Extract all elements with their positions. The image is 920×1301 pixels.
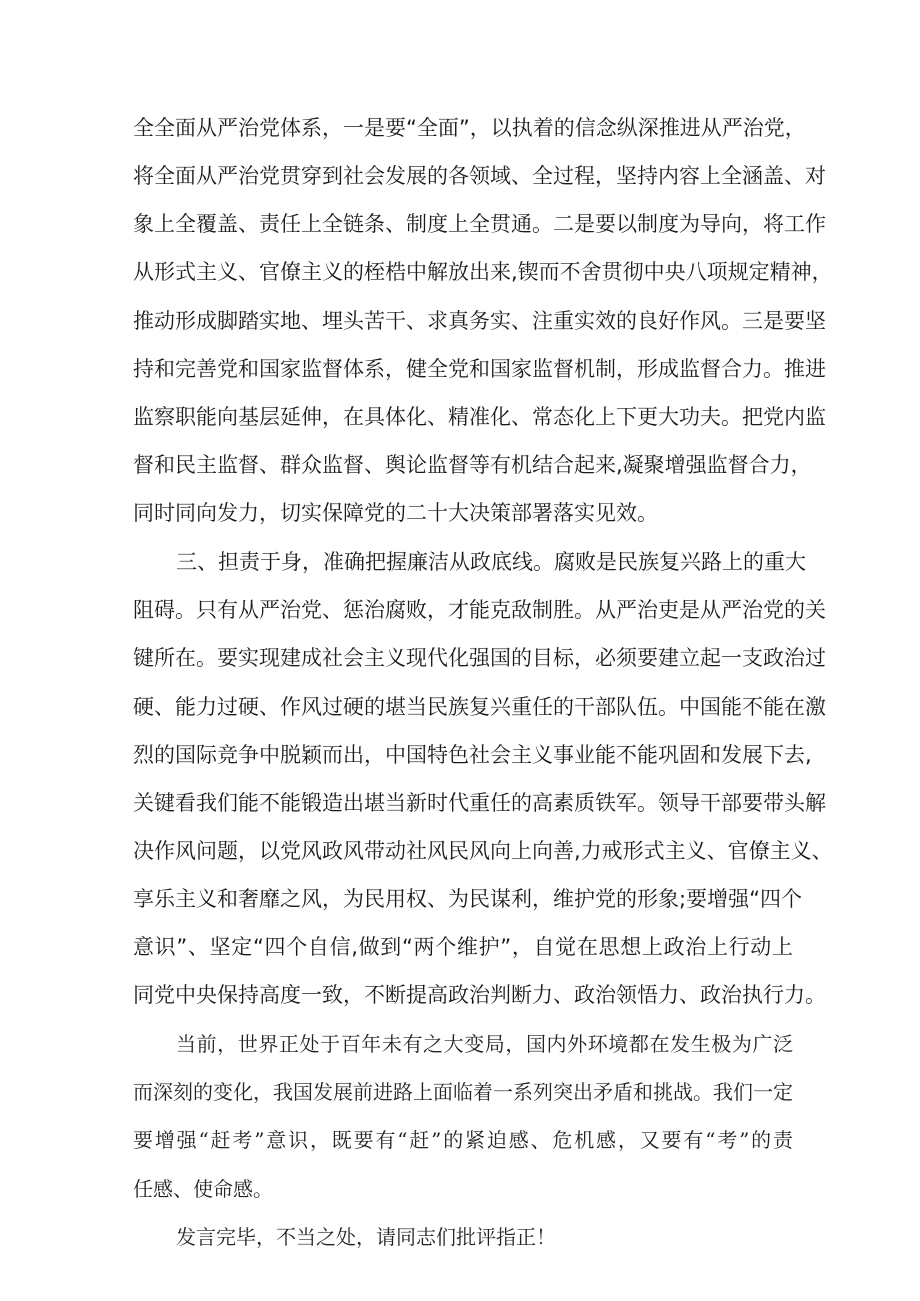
text-line: 任感、使命感。 bbox=[133, 1177, 273, 1201]
text-line: 同时同向发力，切实保障党的二十大决策部署落实见效。 bbox=[133, 501, 658, 525]
text-line: 从形式主义、官僚主义的桎梏中解放出来,锲而不舍贯彻中央八项规定精神， bbox=[133, 260, 833, 284]
text-line: 关键看我们能不能锻造出堪当新时代重任的高素质铁军。领导干部要带头解 bbox=[133, 791, 826, 815]
text-line: 象上全覆盖、责任上全链条、制度上全贯通。二是要以制度为导向，将工作 bbox=[133, 212, 826, 236]
text-line: 而深刻的变化，我国发展前进路上面临着一系列突出矛盾和挑战。我们一定 bbox=[133, 1080, 793, 1104]
text-line: 同党中央保持高度一致，不断提高政治判断力、政治领悟力、政治执行力。 bbox=[133, 983, 826, 1007]
text-line: 键所在。要实现建成社会主义现代化强国的目标，必须要建立起一支政治过 bbox=[133, 646, 826, 670]
text-line: 推动形成脚踏实地、埋头苦干、求真务实、注重实效的良好作风。三是要坚 bbox=[133, 309, 826, 333]
text-line: 硬、能力过硬、作风过硬的堪当民族复兴重任的干部队伍。中国能不能在激 bbox=[133, 695, 826, 719]
text-line: 全全面从严治党体系，一是要“全面”，以执着的信念纵深推进从严治党， bbox=[133, 116, 806, 140]
text-line: 要增强“赶考”意识，既要有“赶”的紧迫感、危机感，又要有“考”的责 bbox=[133, 1128, 793, 1152]
text-line: 烈的国际竞争中脱颖而出，中国特色社会主义事业能不能巩固和发展下去, bbox=[133, 743, 812, 767]
text-line: 意识”、坚定“四个自信,做到“两个维护”，自觉在思想上政治上行动上 bbox=[133, 935, 793, 959]
text-line: 当前，世界正处于百年未有之大变局，国内外环境都在发生极为广泛 bbox=[176, 1032, 793, 1056]
text-line: 发言完毕，不当之处，请同志们批评指正！ bbox=[176, 1225, 556, 1249]
text-line: 督和民主监督、群众监督、舆论监督等有机结合起来,凝聚增强监督合力， bbox=[133, 453, 812, 477]
text-line: 监察职能向基层延伸，在具体化、精准化、常态化上下更大功夫。把党内监 bbox=[133, 405, 826, 429]
text-line: 享乐主义和奢靡之风，为民用权、为民谋利，维护党的形象;要增强“四个 bbox=[133, 887, 802, 911]
text-line: 阻碍。只有从严治党、惩治腐败，才能克敌制胜。从严治吏是从严治党的关 bbox=[133, 598, 826, 622]
text-line: 决作风问题，以党风政风带动社风民风向上向善,力戒形式主义、官僚主义、 bbox=[133, 839, 833, 863]
text-line: 将全面从严治党贯穿到社会发展的各领域、全过程，坚持内容上全涵盖、对 bbox=[133, 164, 826, 188]
text-line: 三、担责于身，准确把握廉洁从政底线。腐败是民族复兴路上的重大 bbox=[176, 550, 806, 574]
text-line: 持和完善党和国家监督体系，健全党和国家监督机制，形成监督合力。推进 bbox=[133, 357, 826, 381]
